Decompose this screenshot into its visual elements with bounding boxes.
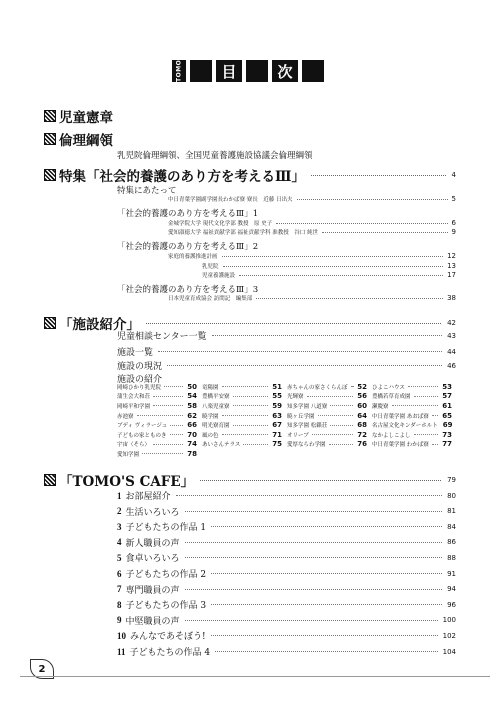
facility-name: 知多学園 八道寮 [287,403,328,410]
facility-name: 瀬慶寮 [372,403,389,410]
cafe-entry[interactable] [117,567,456,580]
tokushu-intro: 特集にあたって [117,186,177,196]
entry-number: 6 [117,568,122,579]
toc-entry[interactable] [168,195,456,203]
toc-entry[interactable] [168,294,456,302]
entry-number: 8 [117,599,122,610]
page-ref: 54 [187,392,197,401]
section-tokushu[interactable] [44,165,456,185]
facility-name: 知多学園 松籟荘 [287,423,328,430]
facility-entry[interactable] [117,430,202,440]
entry-label: 金城学院大学 現代文化学部 教授 原 史子 [168,221,273,227]
page-ref: 5 [451,195,456,203]
pen-icon [44,110,56,122]
facility-entry[interactable] [117,401,202,411]
page-ref: 60 [357,401,367,410]
facility-row [117,411,457,421]
facility-name: 暁ヶ丘学園 [287,413,315,420]
facility-entry[interactable] [117,440,202,450]
section-title: 倫理綱領 [59,133,113,149]
page-ref: 38 [447,294,456,302]
facility-name: 暁学園 [202,413,219,420]
facility-name: 中日青葉学園 わかば寮 [372,442,429,449]
entry-label: 児童相談センター一覧 [117,332,207,342]
part3-title: 「社会的養護のあり方を考えるⅢ」3 [117,285,259,295]
entry-label: 愛知淑徳大学 福祉貢献学部 福祉貢献学科 准教授 谷口 純世 [168,230,318,236]
title-char-1: 目 [216,60,242,82]
cafe-entry[interactable] [117,583,456,596]
facility-name: なかよしこよし [372,432,411,439]
pen-icon [44,474,56,486]
title-block-empty [246,60,268,82]
entry-label: 子どもたちの作品 2 [125,570,207,580]
bottom-rule [20,676,490,677]
cafe-entry[interactable] [117,551,456,564]
facility-row [117,392,457,402]
entry-number: 2 [117,506,122,517]
page-ref: 81 [447,507,456,516]
facility-entry[interactable] [372,382,457,392]
facility-entry[interactable] [287,430,372,440]
facility-name: 愛厚ならわ学園 [287,442,326,449]
page-ref: 68 [357,421,367,430]
page-ref: 4 [451,171,456,179]
facility-entry[interactable] [202,440,287,450]
facility-name: 岡崎ひかり乳児院 [117,384,162,391]
page-ref: 61 [442,401,452,410]
page-ref: 67 [272,421,282,430]
page-ref: 86 [447,538,456,547]
entry-label: 専門職員の声 [125,585,180,596]
facility-entry[interactable] [287,401,372,411]
page-ref: 9 [451,228,456,236]
entry-number: 1 [117,490,122,501]
facility-entry[interactable] [117,449,202,459]
facility-name: 蒲生会大和荘 [117,394,151,401]
toc-entry[interactable] [117,359,456,372]
toc-entry[interactable] [202,262,456,270]
page-ref: 17 [447,271,456,279]
facility-entry[interactable] [287,392,372,402]
toc-entry[interactable] [117,329,456,342]
title-char-2: 次 [272,60,298,82]
entry-number: 5 [117,552,122,563]
entry-number: 10 [117,630,126,641]
toc-entry[interactable] [168,228,456,236]
page-ref: 100 [442,616,456,625]
facility-name: 赤池寮 [117,413,134,420]
section-cafe[interactable] [44,470,456,490]
entry-label: 施設一覧 [117,348,154,358]
entry-label: お部屋紹介 [125,492,171,502]
entry-label: 子どもたちの作品 1 [125,523,207,534]
entry-number: 11 [117,646,126,657]
toc-entry[interactable] [168,219,456,227]
entry-number: 9 [117,615,122,626]
facility-name: 宇宙（そら） [117,442,151,449]
facility-name: 八楽児童寮 [202,403,230,410]
facility-row [117,382,457,392]
rinri-subtitle: 乳児院倫理綱領、全国児童養護施設協議会倫理綱領 [117,151,313,161]
facility-entry[interactable] [372,430,457,440]
facility-name: 名古屋文化キンダーホルト [372,423,438,430]
page-ref: 96 [447,600,456,609]
pen-icon [44,317,56,329]
toc-title-bar [172,60,326,82]
pen-icon [44,133,56,145]
cafe-entry[interactable] [117,536,456,549]
cafe-entry[interactable] [117,598,456,611]
facility-row [117,430,457,440]
section-title: 「TOMO'S CAFE」 [59,474,195,490]
facility-entry[interactable] [117,382,202,392]
page-ref: 13 [447,262,456,270]
page-ref: 64 [357,411,367,420]
facility-entry[interactable] [372,392,457,402]
facility-name: 子どもの家とものき [117,432,167,439]
cafe-entry[interactable] [117,505,456,518]
entry-label: 乳児院 [202,264,219,270]
page-ref: 84 [447,522,456,531]
page-ref: 88 [447,553,456,562]
entry-label: 食卓いろいろ [125,554,180,565]
facility-entry[interactable] [372,420,457,430]
page-ref: 42 [447,319,456,327]
facility-entry[interactable] [117,420,202,430]
page-ref: 50 [187,382,197,391]
entry-label: 中日青葉学園副学園長わかば寮 寮長 近藤 日出夫 [168,197,293,203]
facility-entry[interactable] [372,440,457,450]
facilities-grid [117,382,457,459]
page-ref: 69 [442,421,453,430]
cafe-entry[interactable] [117,614,456,627]
facility-name: 愛知学園 [117,451,140,458]
cafe-entry[interactable] [117,489,456,502]
entry-label: 児童養護施設 [202,273,236,279]
entry-number: 3 [117,521,122,532]
entry-label: 日本児童育成協会 訪問記 編集部 [168,296,253,302]
entry-number: 7 [117,584,122,595]
page-ref: 58 [187,401,197,410]
facility-name: ひよこハウス [372,384,405,391]
page-ref: 46 [447,361,456,370]
toc-entry[interactable] [117,345,456,358]
page-ref: 63 [272,411,282,420]
page-ref: 80 [447,491,456,500]
facility-name: 光輝寮 [287,394,304,401]
pen-icon [44,169,56,181]
facility-name: 岡崎平和学園 [117,403,151,410]
facility-entry[interactable] [202,382,287,392]
facility-entry[interactable] [372,411,457,421]
page-ref: 6 [451,219,456,227]
entry-label: 生活いろいろ [125,507,180,518]
entry-label: 家庭的養護推進計画 [168,254,218,260]
page-ref: 59 [272,401,282,410]
page-ref: 91 [447,569,456,578]
entry-label: 新人職員の声 [125,538,180,549]
facility-entry[interactable] [202,411,287,421]
page-ref: 102 [442,631,456,640]
cafe-entry[interactable] [117,645,456,658]
facility-name: オリーブ [287,432,309,439]
title-block-empty [190,60,212,82]
facility-entry[interactable] [372,401,457,411]
page-number: 2 [30,659,54,679]
page-ref: 78 [187,449,197,458]
facility-name: 豊橋若草育成園 [372,394,411,401]
part1-title: 「社会的養護のあり方を考えるⅢ」1 [117,209,259,219]
section-title: 特集「社会的養護のあり方を考えるⅢ」 [59,169,305,185]
facility-name: 風の色 [202,432,219,439]
toc-entry[interactable] [202,271,456,279]
entry-label: 子どもたちの作品 3 [125,601,207,612]
facility-entry[interactable] [287,420,372,430]
facility-row [117,440,457,450]
page-ref: 79 [447,476,456,484]
facility-entry[interactable] [202,420,287,430]
page-ref: 104 [442,647,456,656]
section-title: 児童憲章 [59,110,113,126]
facility-entry[interactable] [117,392,202,402]
facility-entry[interactable] [202,392,287,402]
page-ref: 55 [272,392,282,401]
page-ref: 56 [357,392,367,401]
page-ref: 74 [187,440,197,449]
facility-name: あいさんテラス [202,442,241,449]
facility-name: ブディ ヴィラージュ [117,423,168,430]
facility-entry[interactable] [202,430,287,440]
page-ref: 43 [447,331,456,340]
entry-label: 施設の現況 [117,362,163,372]
facility-entry[interactable] [202,401,287,411]
page-ref: 12 [447,252,456,260]
title-block-empty [302,60,324,82]
section-rinri[interactable] [44,129,113,149]
tomo-tag: TOMO [172,60,186,82]
page-ref: 44 [447,347,456,356]
page-ref: 53 [442,382,452,391]
facility-entry[interactable] [287,411,372,421]
entry-number: 4 [117,537,122,548]
facility-entry[interactable] [117,411,202,421]
entry-label: みんなであそぼう! [130,632,206,643]
intro-label: 施設の紹介 [117,375,163,385]
facility-row [117,401,457,411]
facility-name: 豊橋平安寮 [202,394,230,401]
page-ref: 76 [357,440,367,449]
page-ref: 51 [272,382,282,391]
page-ref: 57 [442,392,452,401]
facility-name: 中日青葉学園 あおば寮 [372,413,429,420]
facility-entry[interactable] [287,440,372,450]
cafe-entry[interactable] [117,629,456,642]
page-ref: 94 [447,585,456,594]
page-ref: 75 [272,440,282,449]
page-ref: 77 [442,440,452,449]
entry-label: 子どもたちの作品 4 [129,648,211,658]
page-ref: 72 [357,430,367,439]
facility-name: 赤ちゃんの家さくらんぼ [287,384,348,391]
entry-label: 中堅職員の声 [125,616,180,627]
page-ref: 71 [272,430,282,439]
page-ref: 65 [442,411,452,420]
page-ref: 73 [442,430,452,439]
facility-row [117,420,457,430]
cafe-entry[interactable] [117,520,456,533]
facility-name: 明光寮育園 [202,423,230,430]
page-ref: 62 [187,411,197,420]
facility-name: 竜陽園 [202,384,219,391]
toc-entry[interactable] [168,252,456,260]
page-ref: 70 [187,430,197,439]
section-title: 「施設紹介」 [59,317,140,333]
facility-row [117,449,457,459]
part2-title: 「社会的養護のあり方を考えるⅢ」2 [117,242,259,252]
facility-entry[interactable] [287,382,372,392]
page-ref: 52 [357,382,367,391]
page-ref: 66 [187,421,197,430]
section-kenshou[interactable] [44,106,113,126]
